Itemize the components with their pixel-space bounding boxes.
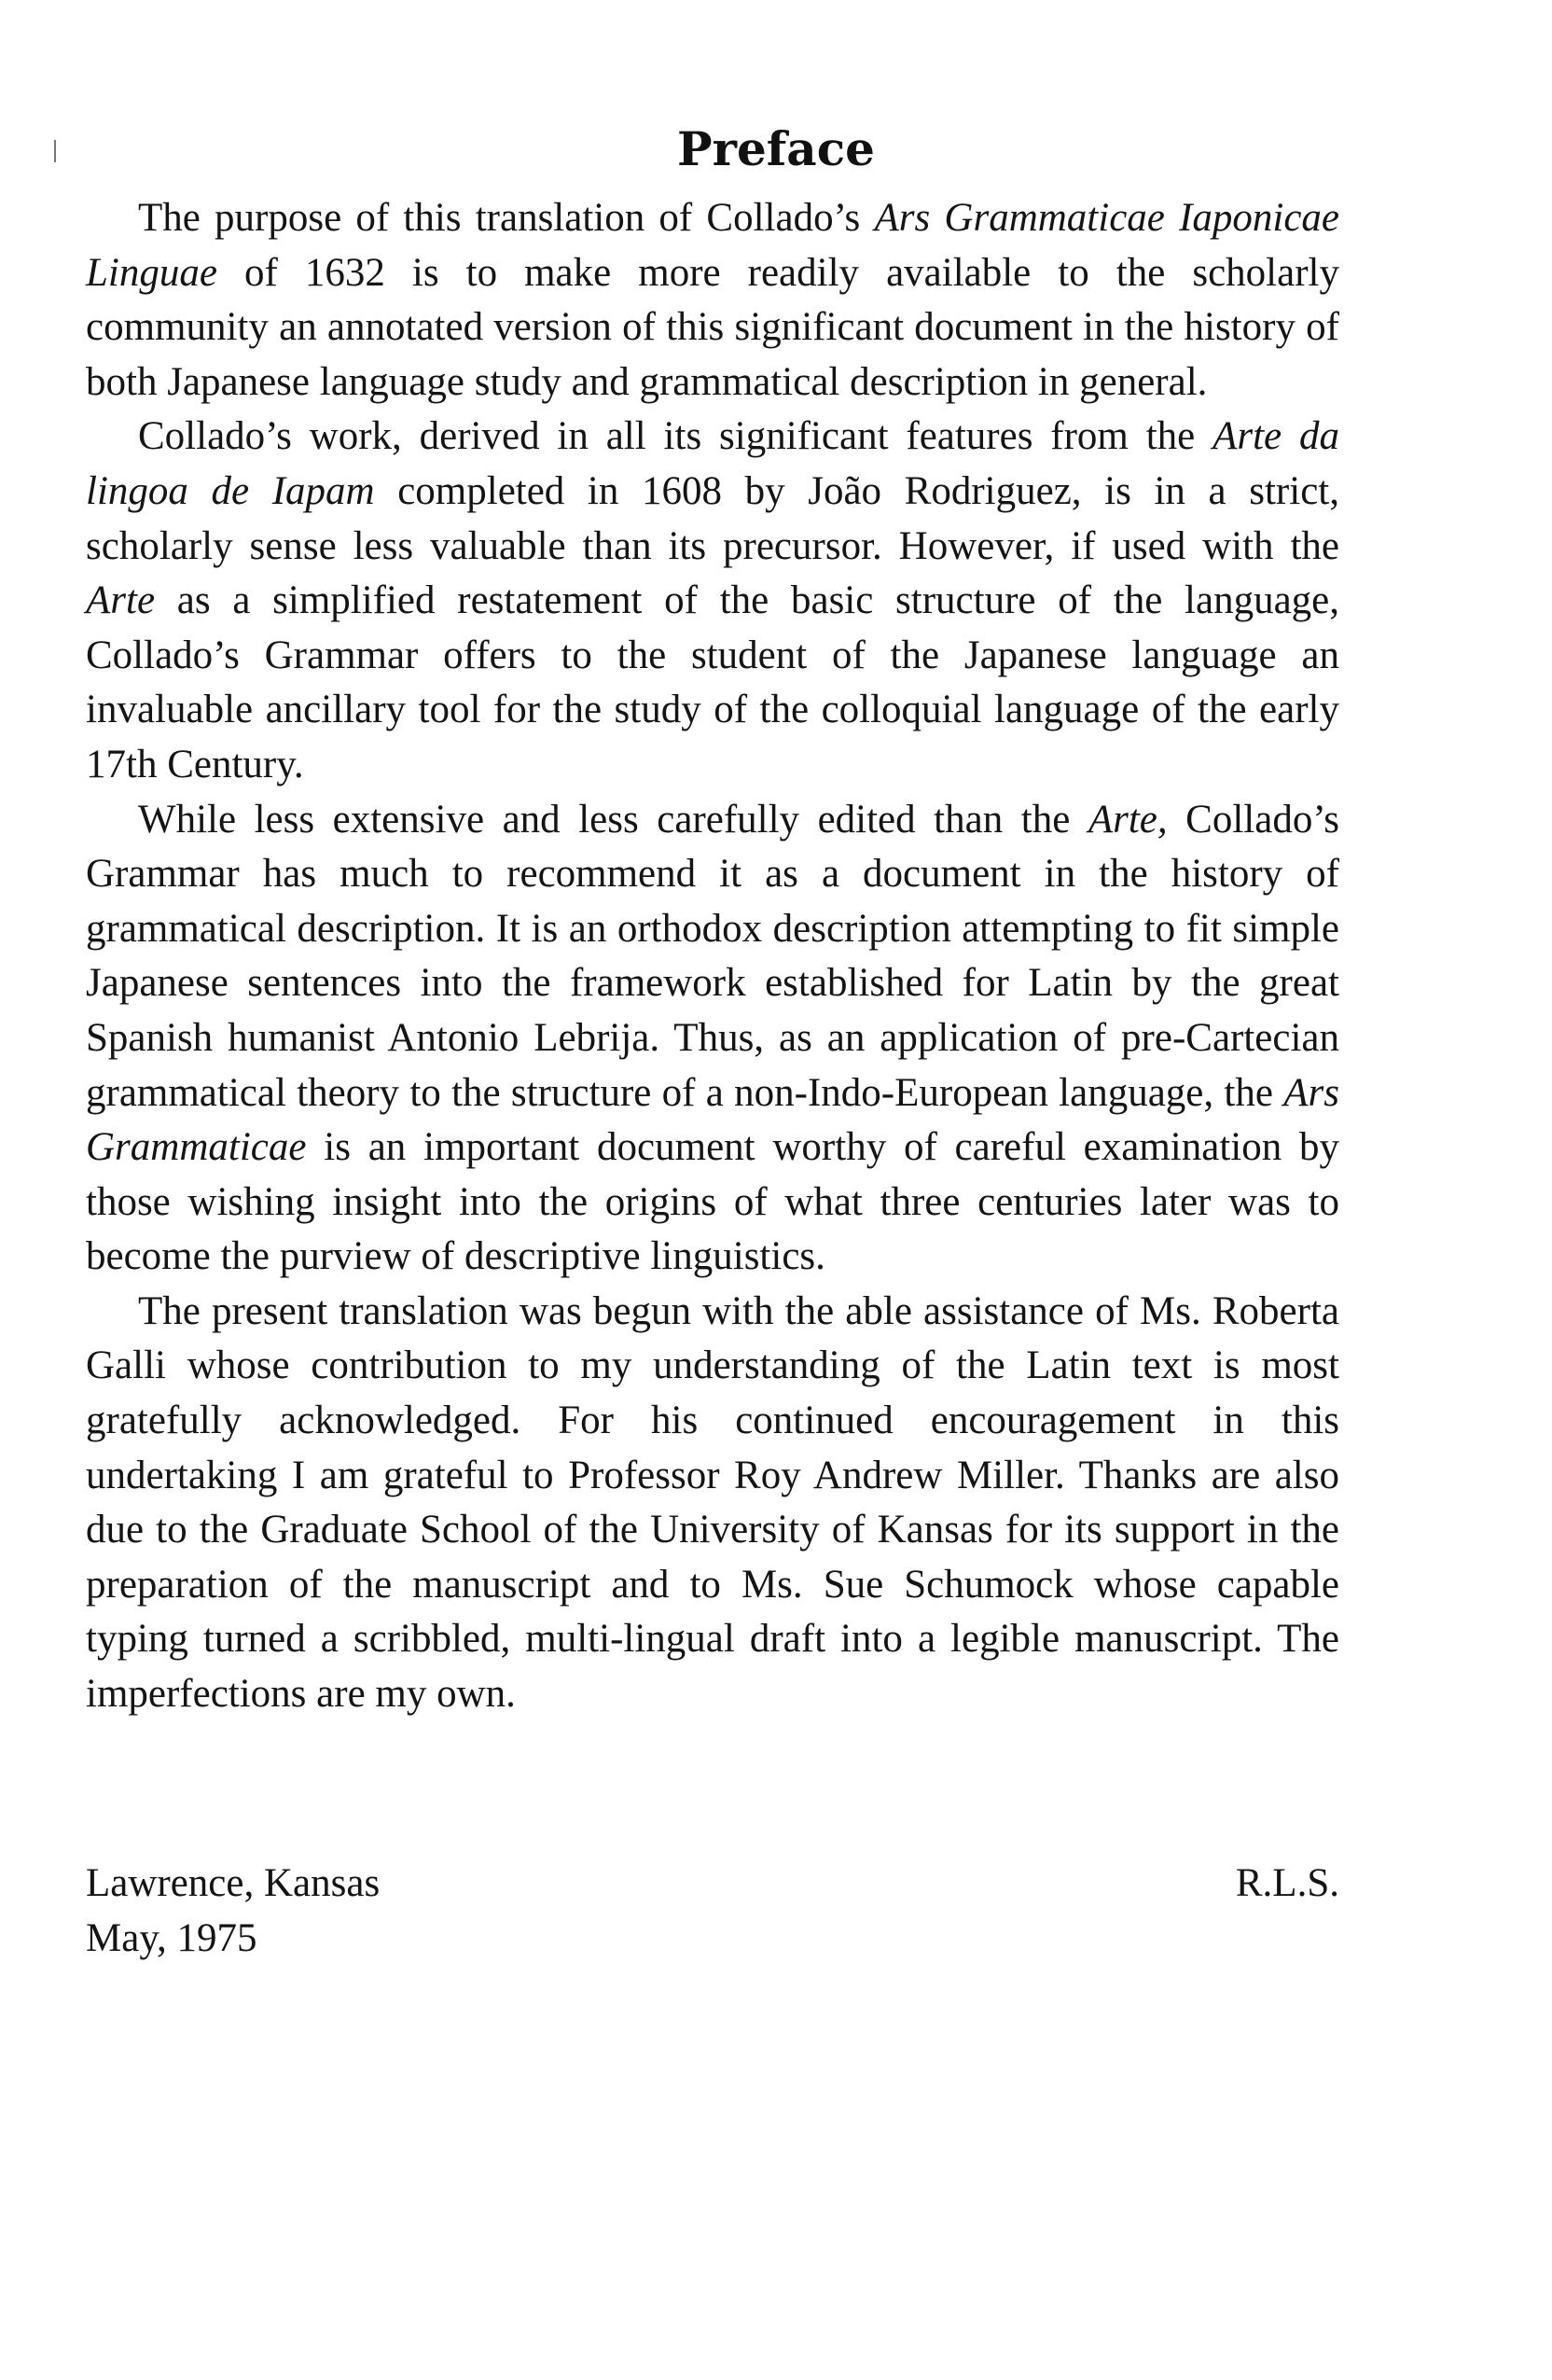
text-run: While less extensive and less carefully edited than the: [138, 797, 1088, 842]
text-run: of 1632 is to make more readily available to the scholarly community an annotated version of this significant document in the history of both Japanese language study and grammatical description in general.: [86, 250, 1339, 404]
italic-title-run: Arte,: [1088, 797, 1168, 842]
signature-block: [86, 1857, 1339, 1966]
signature-place: Lawrence, Kansas: [86, 1861, 381, 1905]
text-run: is an important document worthy of careful examination by those wishing insight into the origins of what three centuries later was to become the purview of descriptive linguistics.: [86, 1125, 1339, 1279]
paragraph: [86, 410, 1339, 792]
paragraph: [86, 793, 1339, 1285]
italic-title-run: Ars Grammaticae Iaponicae Linguae: [86, 196, 1340, 295]
signature-initials: R.L.S.: [1235, 1861, 1339, 1905]
text-run: as a simplified restatement of the basic structure of the language, Collado’s Grammar offers to the student of the Japanese language an invaluable ancillary tool for the study of the colloquial language of the early 17th Century.: [86, 578, 1339, 786]
signature-row: [86, 1857, 1339, 1912]
page-title: Preface: [677, 121, 875, 176]
italic-title-run: Arte: [86, 578, 156, 623]
preface-body: [86, 191, 1339, 1722]
paragraph: [86, 191, 1339, 410]
text-run: Collado’s Grammar has much to recommend it as a document in the history of grammatical description. It is an orthodox description attempting to fit simple Japanese sentences into the framework established for Latin by the great Spanish humanist Antonio Lebrija. Thus, as an application of pre-Cartecian grammatical theory to the structure of a non-Indo-European language, the: [86, 797, 1340, 1115]
italic-title-run: Arte da lingoa de Iapam: [86, 414, 1339, 513]
italic-title-run: Ars Grammaticae: [86, 1070, 1339, 1170]
text-run: completed in 1608 by João Rodriguez, is in a strict, scholarly sense less valuable than its precursor. However, if used with the: [86, 468, 1339, 568]
text-run: Collado’s work, derived in all its significant features from the: [138, 414, 1213, 459]
text-run: The present translation was begun with the able assistance of Ms. Roberta Galli whose contribution to my understanding of the Latin text is most gratefully acknowledged. For his continued encouragement in this undertaking I am grateful to Professor Roy Andrew Miller. Thanks are also due to the Graduate School of the University of Kansas for its support in the preparation of the manuscript and to Ms. Sue Schumock whose capable typing turned a scribbled, multi-lingual draft into a legible manuscript. The imperfections are my own.: [86, 1288, 1339, 1717]
paragraph: [86, 1285, 1339, 1722]
text-run: The purpose of this translation of Collado’s: [138, 196, 875, 240]
signature-date: May, 1975: [86, 1915, 257, 1960]
